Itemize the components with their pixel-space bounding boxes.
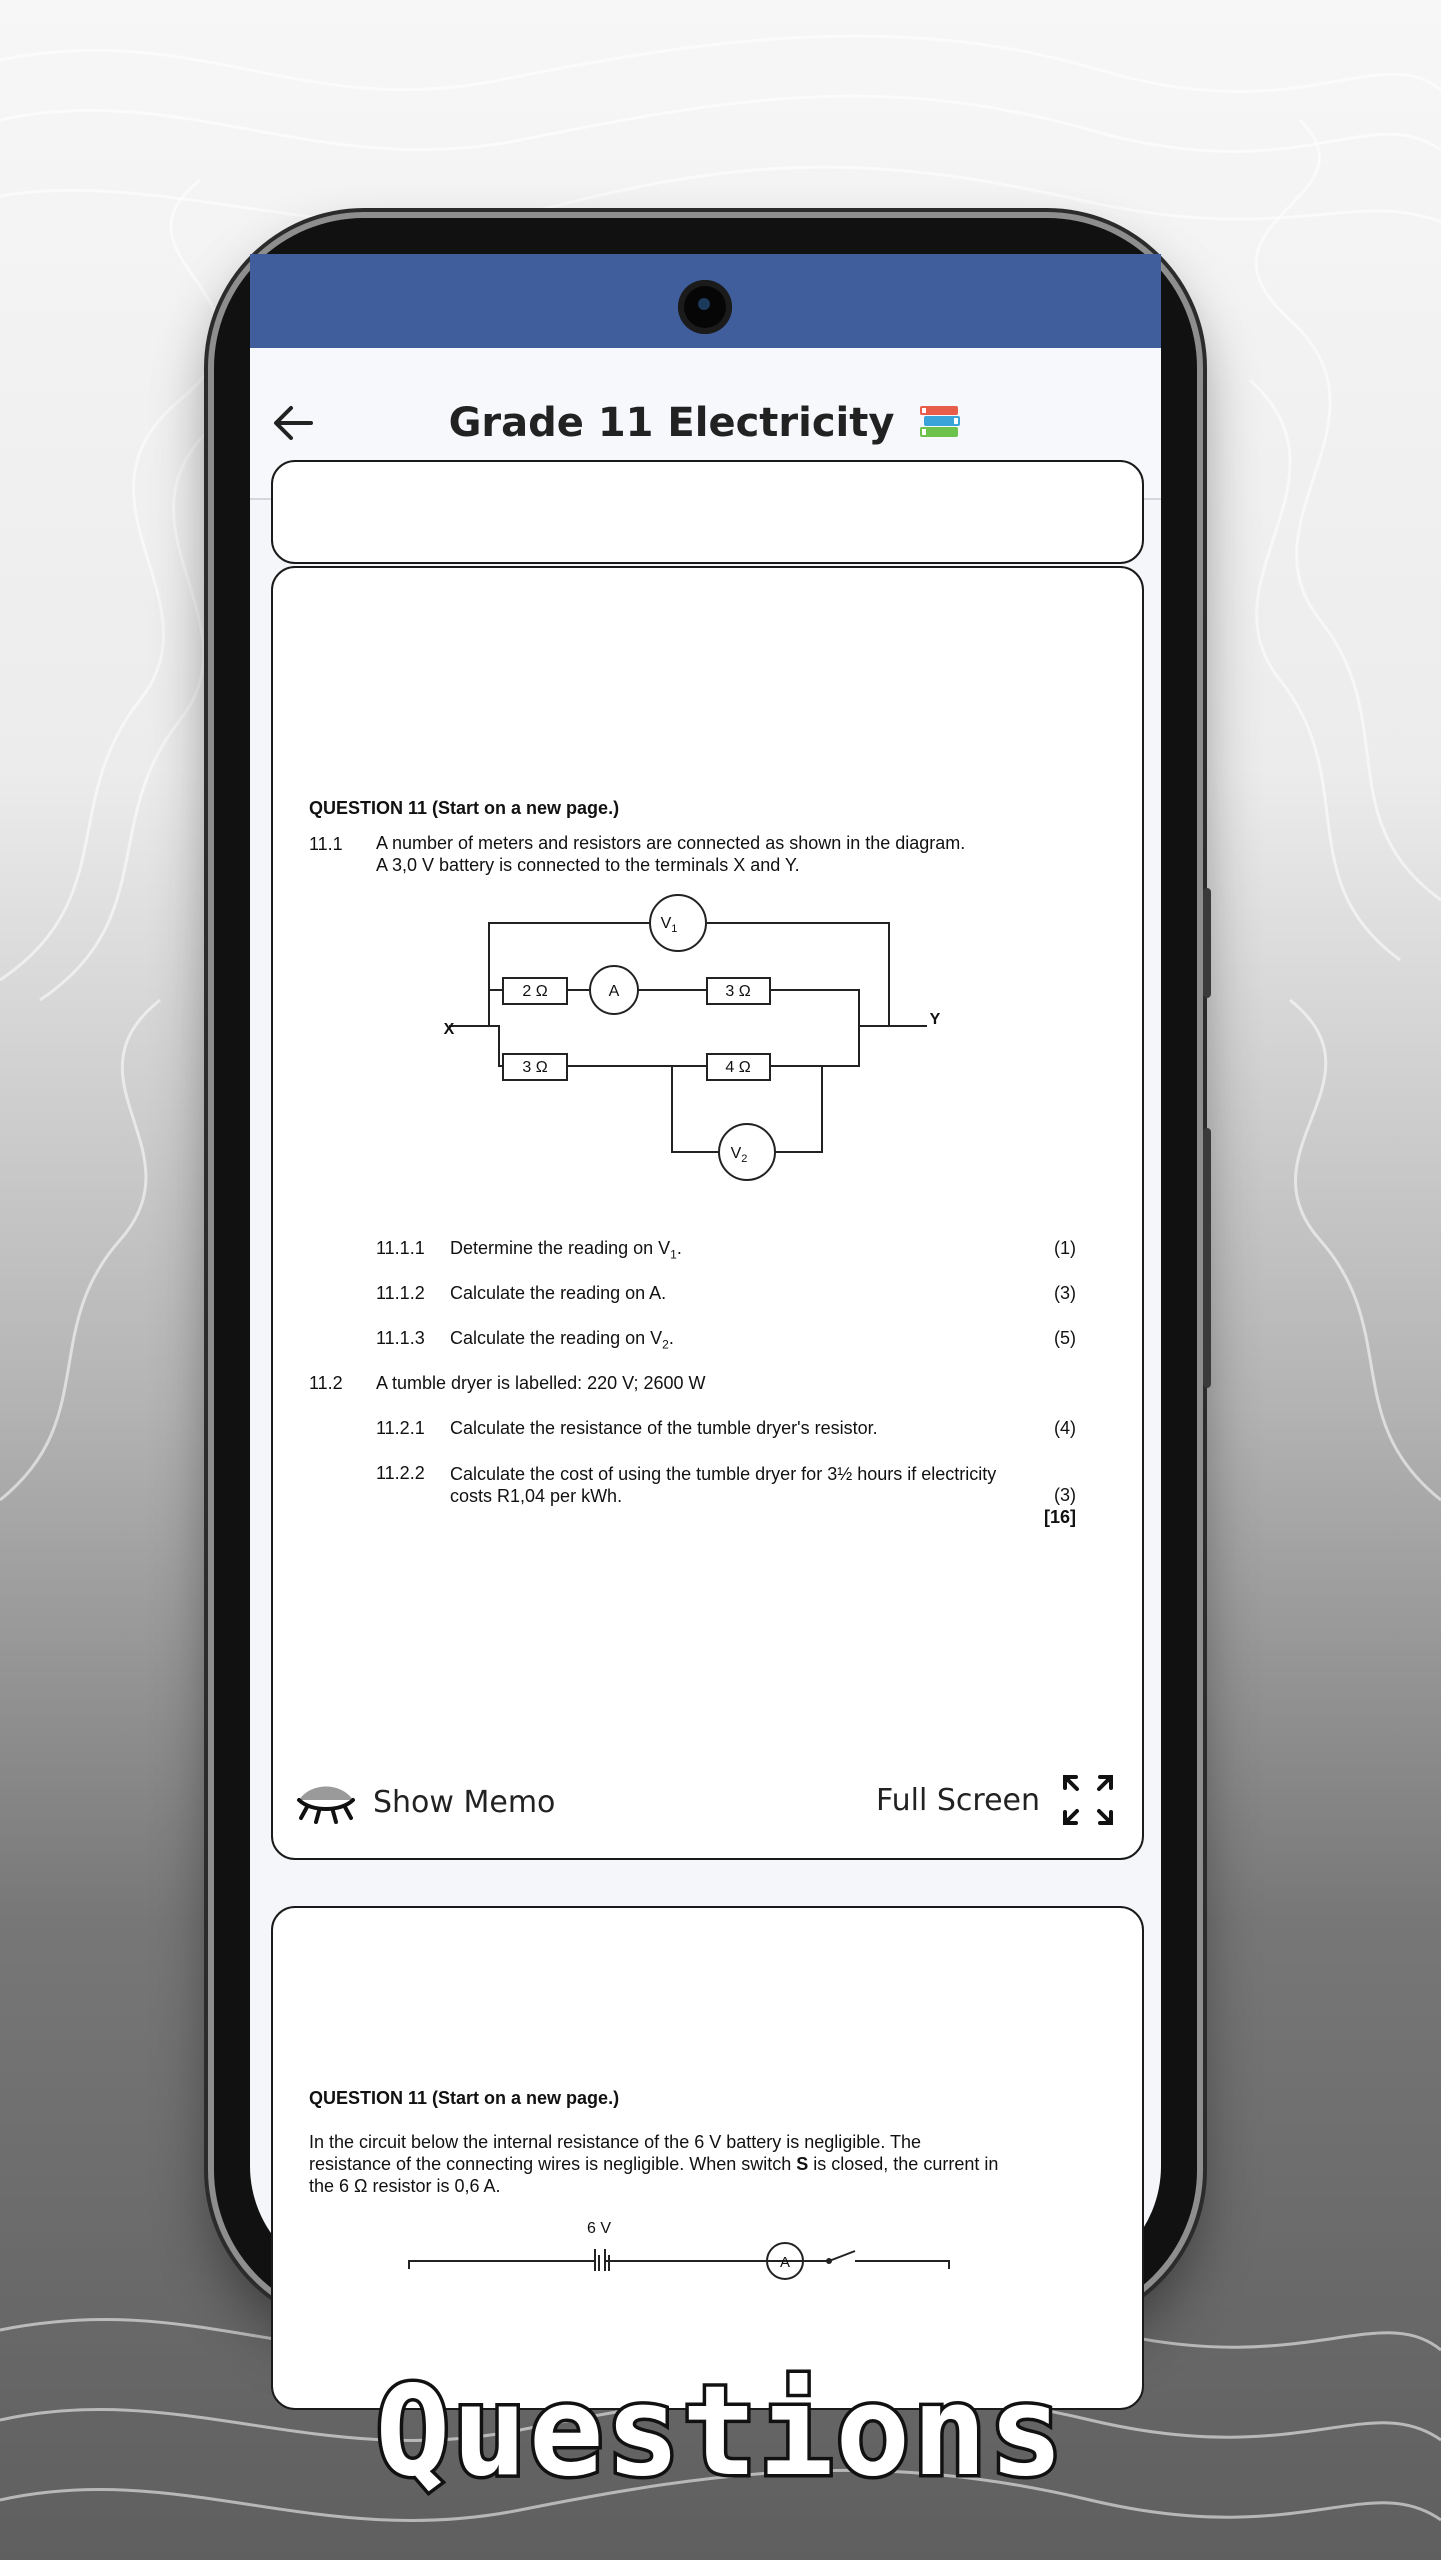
sub-question-text bbox=[450, 1463, 996, 1507]
status-bar bbox=[250, 254, 1161, 348]
sub-question-row bbox=[376, 1283, 1076, 1307]
sub-question-number: 11.2.1 bbox=[376, 1418, 425, 1438]
question-card bbox=[271, 1906, 1144, 2410]
show-memo-button[interactable] bbox=[295, 1774, 555, 1830]
sub-question-row bbox=[376, 1238, 1076, 1262]
page-title-text: Grade 11 Electricity bbox=[448, 400, 895, 446]
question-paragraph bbox=[309, 2131, 1104, 2197]
resistor-label: 3 Ω bbox=[725, 983, 751, 1000]
mark-allocation: (5) bbox=[1054, 1328, 1076, 1348]
paragraph-line: resistance of the connecting wires is negligible. When switch S is closed, the current in bbox=[309, 2154, 999, 2174]
battery-label: 6 V bbox=[586, 2220, 612, 2237]
question-text bbox=[376, 832, 965, 876]
caption-text: Questions bbox=[375, 2360, 1066, 2504]
mark-allocation: (3) bbox=[1054, 1283, 1076, 1303]
sub-question-row bbox=[376, 1418, 1076, 1442]
phone-screen bbox=[250, 254, 1161, 2284]
question-number: 11.1 bbox=[309, 834, 343, 854]
eye-closed-icon bbox=[295, 1780, 357, 1824]
resistor-label: 2 Ω bbox=[522, 983, 548, 1000]
sub-question-number: 11.1.1 bbox=[376, 1238, 425, 1258]
terminal-x-label: X bbox=[443, 1021, 455, 1038]
sub-question-text: Determine the reading on $V_1$. bbox=[450, 1238, 682, 1262]
mark-allocation: (1) bbox=[1054, 1238, 1076, 1258]
sub-question-row bbox=[376, 1328, 1076, 1352]
sub-question-number: 11.1.3 bbox=[376, 1328, 425, 1348]
ammeter-label: A bbox=[608, 983, 620, 1000]
question-number: 11.2 bbox=[309, 1373, 343, 1393]
circuit-diagram bbox=[409, 2213, 969, 2273]
sub-question-text-line: costs R1,04 per kWh. bbox=[450, 1486, 623, 1506]
question-document bbox=[309, 798, 1109, 1527]
question-text: A tumble dryer is labelled: 220 V; 2600 W bbox=[376, 1373, 706, 1393]
voltmeter-v2-label: $V_2$ bbox=[730, 1145, 748, 1165]
question-title: QUESTION 11 (Start on a new page.) bbox=[309, 798, 620, 818]
sub-question-number: 11.2.2 bbox=[376, 1463, 425, 1483]
question-title: QUESTION 11 (Start on a new page.) bbox=[309, 2088, 620, 2108]
mark-allocation: (3) bbox=[1054, 1485, 1076, 1505]
question-text-line: A 3,0 V battery is connected to the terminals X and Y. bbox=[376, 855, 800, 875]
terminal-y-label: Y bbox=[929, 1011, 941, 1028]
paragraph-line: In the circuit below the internal resistance of the 6 V battery is negligible. The bbox=[309, 2132, 922, 2152]
sub-question-row bbox=[376, 1463, 1076, 1533]
paragraph-line: the 6 Ω resistor is 0,6 A. bbox=[309, 2176, 501, 2196]
page-title bbox=[250, 396, 1161, 446]
resistor-label: 3 Ω bbox=[522, 1059, 548, 1076]
full-screen-button[interactable] bbox=[876, 1770, 1114, 1830]
full-screen-label: Full Screen bbox=[876, 1782, 1040, 1818]
circuit-diagram bbox=[439, 908, 959, 1165]
sub-question-text-line: Calculate the cost of using the tumble dryer for 3½ hours if electricity bbox=[450, 1464, 997, 1484]
phone-frame bbox=[214, 218, 1197, 2320]
previous-question-card bbox=[271, 460, 1144, 564]
resistor-label: 4 Ω bbox=[725, 1059, 751, 1076]
mark-allocation: (4) bbox=[1054, 1418, 1076, 1438]
content-scroll[interactable] bbox=[250, 500, 1161, 2284]
sub-question-text: Calculate the reading on $V_2$. bbox=[450, 1328, 674, 1352]
question-document bbox=[309, 2088, 1104, 2271]
volume-button bbox=[1203, 888, 1211, 998]
show-memo-label: Show Memo bbox=[373, 1784, 556, 1820]
question-card bbox=[271, 566, 1144, 1860]
voltmeter-v1-label: $V_1$ bbox=[660, 915, 678, 935]
front-camera bbox=[678, 280, 732, 334]
power-button bbox=[1203, 1128, 1211, 1388]
books-emoji-icon bbox=[918, 402, 962, 442]
total-marks: [16] bbox=[1043, 1507, 1076, 1527]
card-footer bbox=[273, 1748, 1142, 1858]
sub-question-text: Calculate the reading on A. bbox=[450, 1283, 667, 1303]
expand-icon bbox=[1062, 1774, 1114, 1826]
ammeter-label: A bbox=[779, 2254, 791, 2271]
sub-question-number: 11.1.2 bbox=[376, 1283, 425, 1303]
sub-question-text: Calculate the resistance of the tumble dryer's resistor. bbox=[450, 1418, 878, 1438]
question-text-line: A number of meters and resistors are connected as shown in the diagram. bbox=[376, 833, 966, 853]
